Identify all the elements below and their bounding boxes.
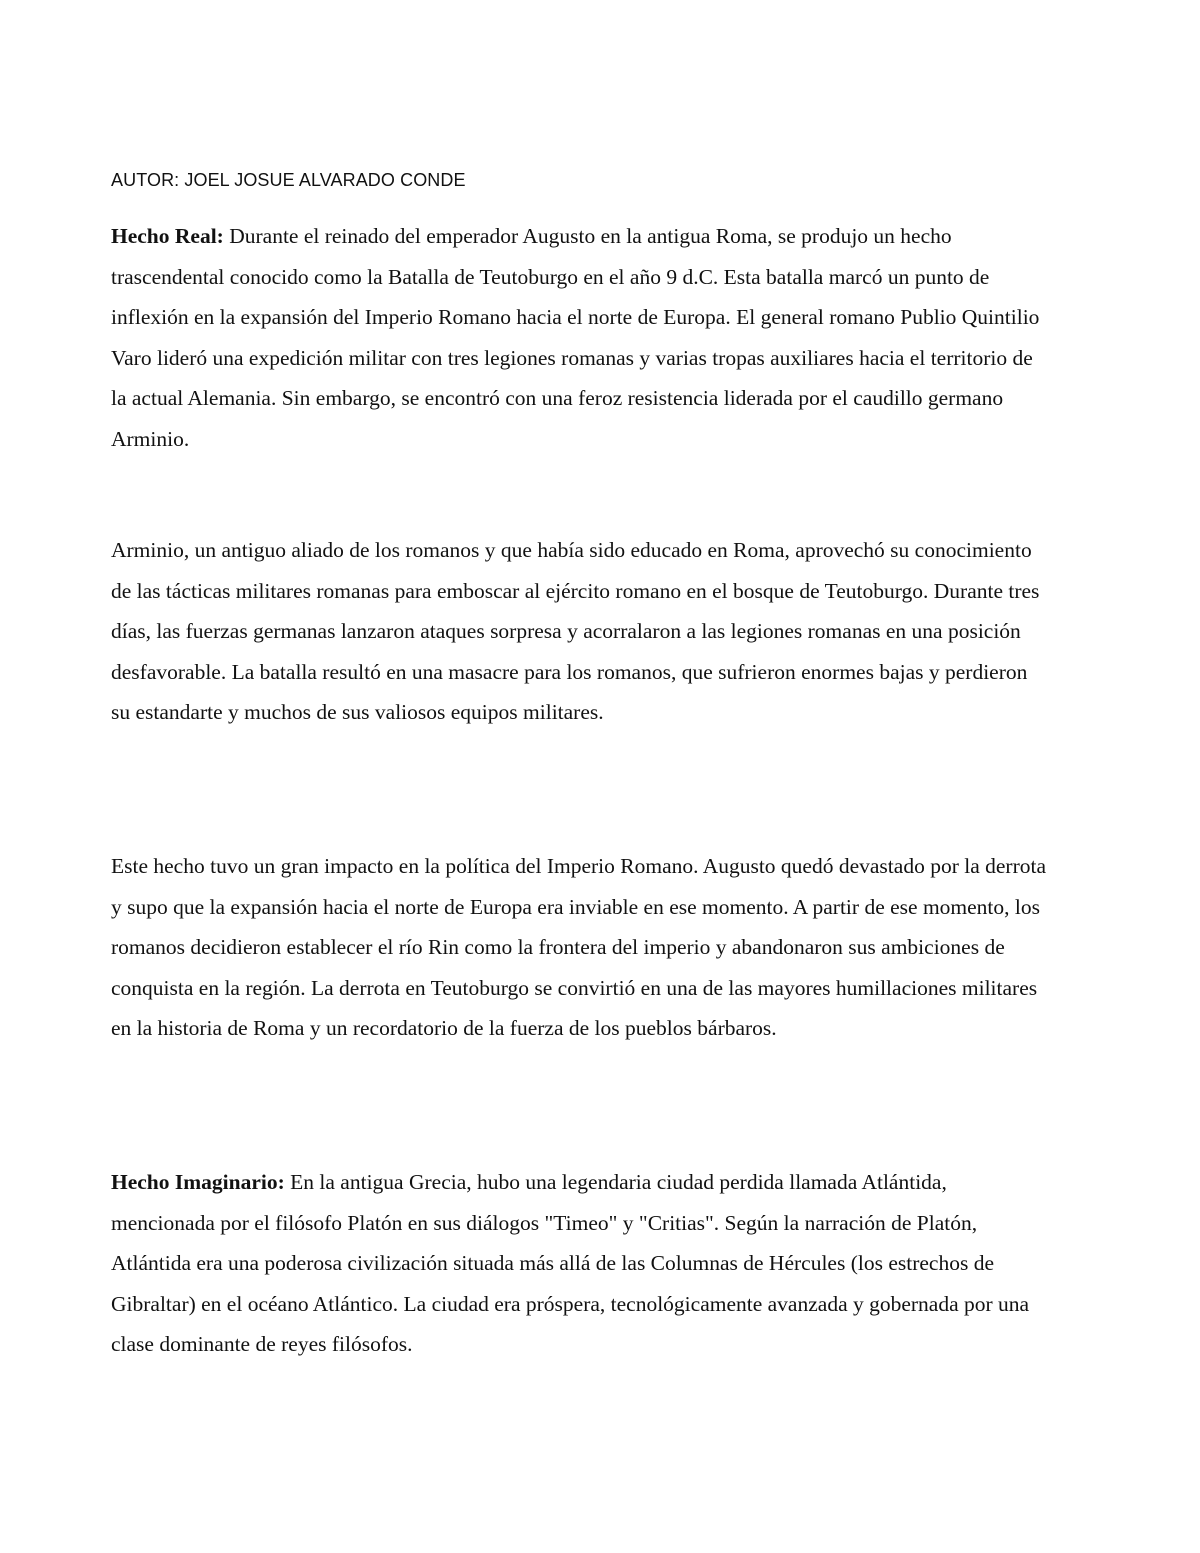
paragraph-label: Hecho Real: — [111, 224, 224, 248]
paragraph-text: En la antigua Grecia, hubo una legendaria ciudad perdida llamada Atlántida, mencionada por el filósofo Platón en sus diálogos "Timeo" y "Critias". Según la narración de Platón, Atlántida era una poderosa civilización situada más allá de las Columnas de Hércules (los estrechos de Gibraltar) en el océano Atlántico. La ciudad era próspera, tecnológicamente avanzada y gobernada por una clase dominante de reyes filósofos. — [111, 1170, 1030, 1357]
paragraph-arminio — [111, 530, 1046, 733]
paragraph-text: Este hecho tuvo un gran impacto en la política del Imperio Romano. Augusto quedó devastado por la derrota y supo que la expansión hacia el norte de Europa era inviable en ese momento. A partir de ese momento, los romanos decidieron establecer el río Rin como la frontera del imperio y abandonaron sus ambiciones de conquista en la región. La derrota en Teutoburgo se convirtió en una de las mayores humillaciones militares en la historia de Roma y un recordatorio de la fuerza de los pueblos bárbaros. — [111, 854, 1046, 1041]
paragraph-hecho-real — [111, 216, 1046, 460]
paragraph-label: Hecho Imaginario: — [111, 1170, 285, 1194]
paragraph-hecho-imaginario — [111, 1162, 1046, 1365]
paragraph-text: Durante el reinado del emperador Augusto en la antigua Roma, se produjo un hecho trascendental conocido como la Batalla de Teutoburgo en el año 9 d.C. Esta batalla marcó un punto de inflexión en la expansión del Imperio Romano hacia el norte de Europa. El general romano Publio Quintilio Varo lideró una expedición militar con tres legiones romanas y varias tropas auxiliares hacia el territorio de la actual Alemania. Sin embargo, se encontró con una feroz resistencia liderada por el caudillo germano Arminio. — [111, 224, 1040, 451]
paragraph-text: Arminio, un antiguo aliado de los romanos y que había sido educado en Roma, aprovechó su conocimiento de las tácticas militares romanas para emboscar al ejército romano en el bosque de Teutoburgo. Durante tres días, las fuerzas germanas lanzaron ataques sorpresa y acorralaron a las legiones romanas en una posición desfavorable. La batalla resultó en una masacre para los romanos, que sufrieron enormes bajas y perdieron su estandarte y muchos de sus valiosos equipos militares. — [111, 538, 1040, 725]
paragraph-impacto — [111, 846, 1046, 1049]
author-line: AUTOR: JOEL JOSUE ALVARADO CONDE — [111, 170, 466, 190]
